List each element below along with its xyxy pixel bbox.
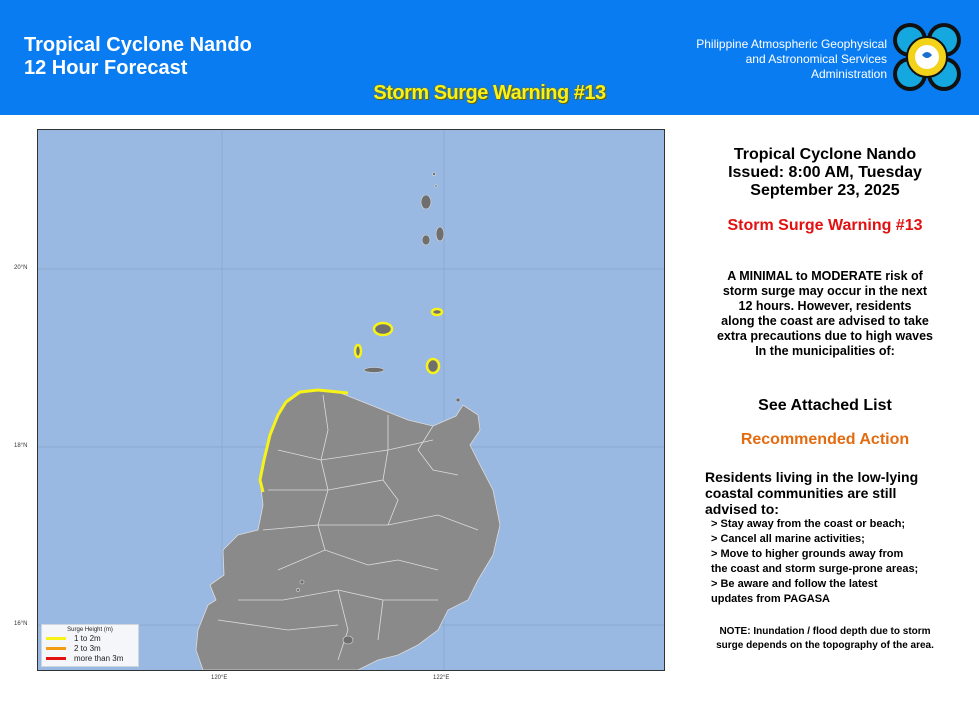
- legend-swatch-yellow: [46, 637, 66, 640]
- pagasa-logo-icon: [892, 22, 962, 92]
- attached-list-note: See Attached List: [758, 397, 892, 414]
- forecast-title: [24, 34, 252, 80]
- residents-line: coastal communities are still: [705, 485, 897, 501]
- risk-line: A MINIMAL to MODERATE risk of: [727, 269, 923, 283]
- legend-label: 2 to 3m: [74, 643, 101, 653]
- risk-line: extra precautions due to high waves: [716, 329, 934, 343]
- legend-item: [42, 633, 138, 643]
- action-item: > Stay away from the coast or beach;: [711, 518, 906, 530]
- agency-line-3: Administration: [810, 67, 887, 81]
- agency-line-2: and Astronomical Services: [745, 52, 887, 66]
- lat-label-18: 18°N: [14, 443, 28, 449]
- inundation-note: [692, 625, 958, 653]
- risk-line: storm surge may occur in the next: [722, 284, 928, 298]
- risk-statement: [692, 269, 958, 359]
- risk-line: 12 hours. However, residents: [738, 299, 912, 313]
- risk-line: In the municipalities of:: [755, 344, 895, 358]
- map-canvas: [38, 130, 664, 670]
- lon-label-120: 120°E: [211, 675, 228, 681]
- action-item: the coast and storm surge-prone areas;: [711, 563, 919, 575]
- lon-label-122: 122°E: [433, 675, 450, 681]
- forecast-map: [37, 129, 665, 671]
- title-line-1: Tropical Cyclone Nando: [24, 34, 252, 56]
- lat-label-16: 16°N: [14, 621, 28, 627]
- issued-time: Issued: 8:00 AM, Tuesday: [728, 164, 922, 181]
- agency-name: [696, 37, 887, 82]
- risk-line: along the coast are advised to take: [721, 314, 929, 328]
- action-item: updates from PAGASA: [711, 593, 830, 605]
- warning-number: Storm Surge Warning #13: [727, 217, 923, 234]
- action-list: [692, 517, 958, 607]
- note-line: surge depends on the topography of the area.: [716, 640, 934, 651]
- warning-banner: Storm Surge Warning #13: [373, 82, 606, 104]
- cyclone-name: Tropical Cyclone Nando: [733, 146, 917, 163]
- legend-item: [42, 643, 138, 653]
- legend-title: Surge Height (m): [67, 627, 113, 633]
- note-line: NOTE: Inundation / flood depth due to storm: [719, 626, 931, 637]
- issued-date: September 23, 2025: [750, 182, 900, 199]
- recommended-action-heading: Recommended Action: [740, 431, 910, 448]
- agency-line-1: Philippine Atmospheric Geophysical: [696, 37, 887, 51]
- residents-line: advised to:: [705, 501, 779, 517]
- info-panel: [692, 146, 958, 653]
- legend-label: more than 3m: [74, 653, 124, 663]
- surge-legend: [41, 624, 139, 667]
- action-item: > Move to higher grounds away from: [711, 548, 904, 560]
- legend-label: 1 to 2m: [74, 633, 101, 643]
- title-line-2: 12 Hour Forecast: [24, 57, 188, 79]
- legend-item: [42, 653, 138, 663]
- action-item: > Be aware and follow the latest: [711, 578, 878, 590]
- header-bar: [0, 0, 979, 115]
- lat-label-20: 20°N: [14, 265, 28, 271]
- action-item: > Cancel all marine activities;: [711, 533, 865, 545]
- legend-swatch-red: [46, 657, 66, 660]
- residents-line: Residents living in the low-lying: [705, 469, 919, 485]
- legend-swatch-orange: [46, 647, 66, 650]
- residents-advice: [692, 469, 958, 517]
